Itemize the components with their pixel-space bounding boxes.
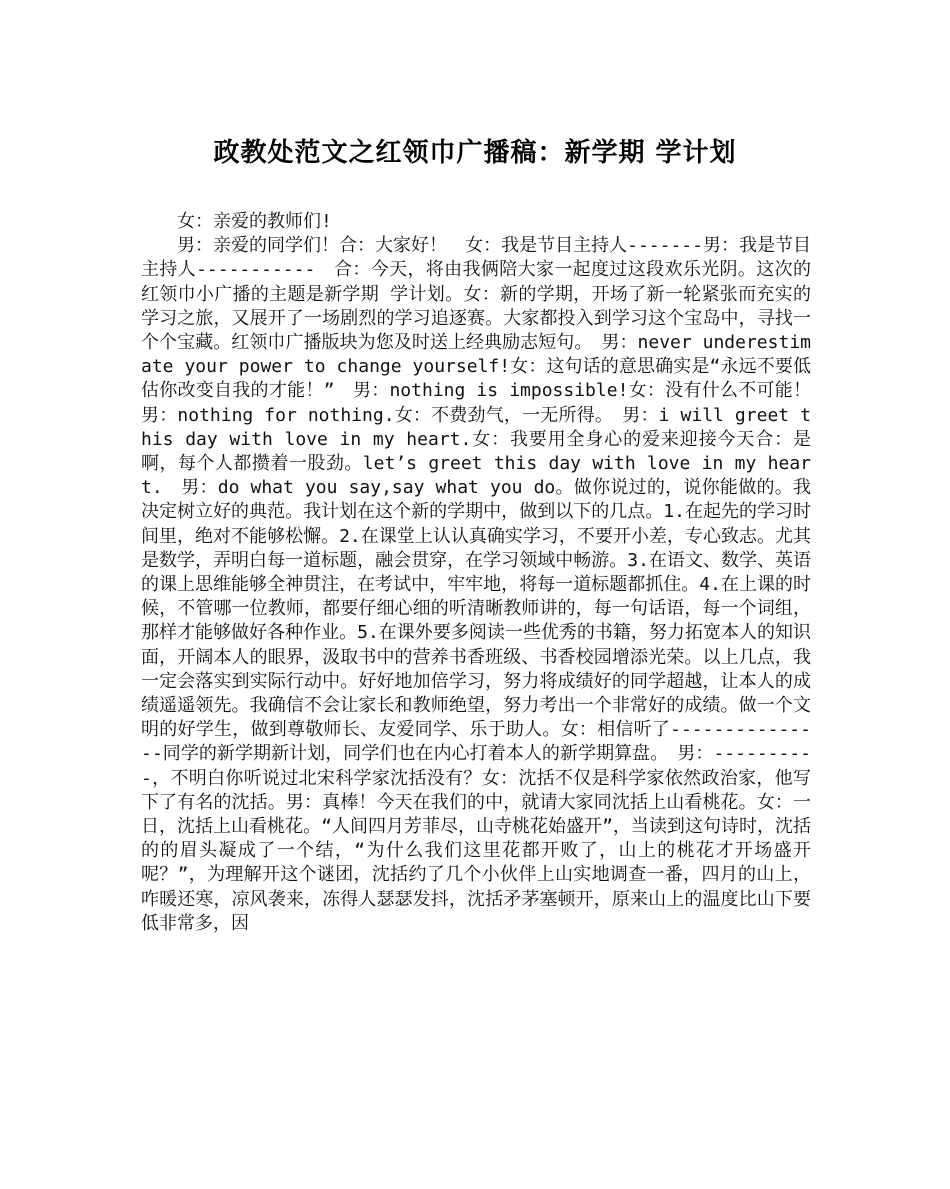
document-body <box>141 210 829 936</box>
paragraph-main: 男：亲爱的同学们！合：大家好！ 女：我是节目主持人-------男：我是节目主持人----------- 合：今天，将由我俩陪大家一起度过这段欢乐光阴。这次的红领巾小广播的主题是新学期 学计划。女：新的学期，开场了新一轮紧张而充实的学习之旅，又展开了一场剧烈的学习追逐赛。大家都投入到学习这个宝岛中，寻找一个个宝藏。红领巾广播版块为您及时送上经典励志短句。 男：never underestimate your power to change yourself!女：这句话的意思确实是“永远不要低估你改变自我的才能！” 男：nothing is impossible!女：没有什么不可能！ 男：nothing for nothing.女：不费劲气，一无所得。 男：i will greet this day with love in my heart.女：我要用全身心的爱来迎接今天合：是啊，每个人都攒着一股劲。let’s greet this day with love in my heart. 男：do what you say,say what you do。做你说过的，说你能做的。我决定树立好的典范。我计划在这个新的学期中，做到以下的几点。1.在起先的学习时间里，绝对不能够松懈。2.在课堂上认认真确实学习，不要开小差，专心致志。尤其是数学，弄明白每一道标题，融会贯穿，在学习领域中畅游。3.在语文、数学、英语的课上思维能够全神贯注，在考试中，牢牢地，将每一道标题都抓住。4.在上课的时候，不管哪一位教师，都要仔细心细的听清晰教师讲的，每一句话语，每一个词组，那样才能够做好各种作业。5.在课外要多阅读一些优秀的书籍，努力拓宽本人的知识面，开阔本人的眼界，汲取书中的营养书香班级、书香校园增添光荣。以上几点，我一定会落实到实际行动中。好好地加倍学习，努力将成绩好的同学超越，让本人的成绩遥遥领先。我确信不会让家长和教师绝望，努力考出一个非常好的成绩。做一个文明的好学生，做到尊敬师长、友爱同学、乐于助人。女：相信听了---------------同学的新学期新计划，同学们也在内心打着本人的新学期算盘。 男：----------，不明白你听说过北宋科学家沈括没有？女：沈括不仅是科学家依然政治家，他写下了有名的沈括。男：真棒！今天在我们的中，就请大家同沈括上山看桃花。女：一日，沈括上山看桃花。“人间四月芳菲尽，山寺桃花始盛开”，当读到这句诗时，沈括的的眉头凝成了一个结，“为什么我们这里花都开败了，山上的桃花才开场盛开呢？”，为理解开这个谜团，沈括约了几个小伙伴上山实地调查一番，四月的山上，咋暖还寒，凉风袭来，冻得人瑟瑟发抖，沈括矛茅塞顿开，原来山上的温度比山下要低非常多，因 <box>141 235 829 934</box>
paragraph-greeting: 女：亲爱的教师们! <box>177 211 332 232</box>
document-title: 政教处范文之红领巾广播稿：新学期 学计划 <box>213 138 737 168</box>
